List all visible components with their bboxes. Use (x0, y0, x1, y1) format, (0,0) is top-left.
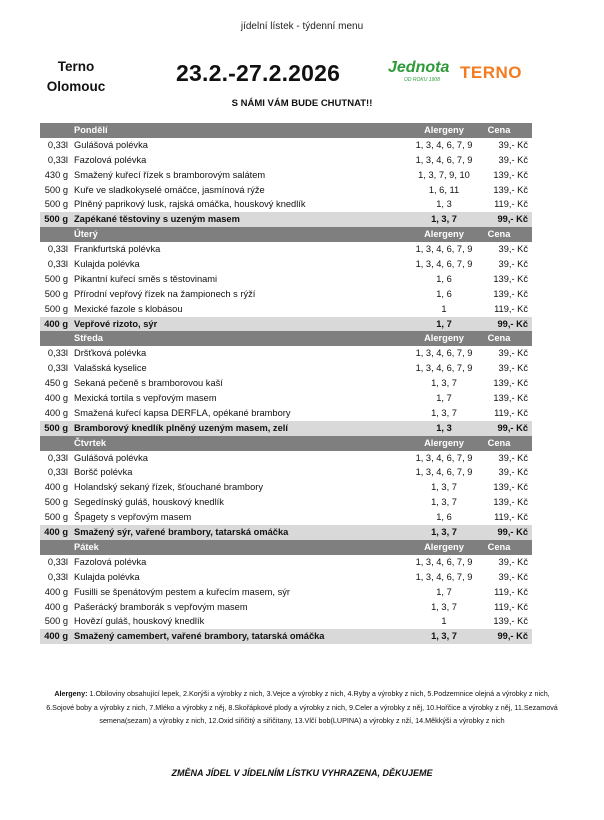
item-allergens: 1 (441, 616, 447, 627)
jednota-logo (388, 60, 452, 88)
item-name: Holandský sekaný řízek, šťouchané brambory (74, 482, 263, 493)
price-column-header: Cena (487, 437, 511, 448)
item-allergens: 1, 6 (436, 288, 452, 299)
item-price: 139,- Kč (493, 616, 528, 627)
item-allergens: 1, 7 (436, 393, 452, 404)
item-quantity: 0,33l (47, 259, 68, 270)
special-name: Zapékané těstoviny s uzeným masem (74, 214, 240, 225)
menu-item-row (40, 346, 532, 361)
special-name: Smažený sýr, vařené brambory, tatarská omáčka (74, 527, 289, 538)
menu-item-row (40, 510, 532, 525)
item-price: 39,- Kč (498, 259, 528, 270)
item-name: Fazolová polévka (74, 556, 147, 567)
jednota-logo-subtext: OD ROKU 1908 (404, 77, 440, 83)
special-quantity: 400 g (44, 318, 68, 329)
item-quantity: 0,33l (47, 154, 68, 165)
item-name: Špagety s vepřovým masem (74, 512, 192, 523)
daily-special-row (40, 629, 532, 644)
item-quantity: 0,33l (47, 244, 68, 255)
item-allergens: 1, 3, 4, 6, 7, 9 (415, 452, 473, 463)
price-column-header: Cena (487, 229, 511, 240)
menu-item-row (40, 585, 532, 600)
menu-item-row (40, 197, 532, 212)
day-name: Pondělí (74, 125, 108, 135)
item-allergens: 1, 3, 4, 6, 7, 9 (415, 363, 473, 374)
item-allergens: 1, 3, 4, 6, 7, 9 (415, 571, 473, 582)
slogan: S NÁMI VÁM BUDE CHUTNAT!! (231, 98, 373, 109)
location-line1: Terno (57, 59, 95, 74)
store-location (40, 57, 112, 97)
item-name: Plněný paprikový lusk, rajská omáčka, houskový knedlík (74, 199, 306, 210)
item-price: 139,- Kč (493, 169, 528, 180)
item-quantity: 0,33l (47, 452, 68, 463)
item-price: 139,- Kč (493, 482, 528, 493)
item-price: 39,- Kč (498, 139, 528, 150)
item-quantity: 430 g (44, 169, 68, 180)
day-header (40, 331, 532, 346)
item-allergens: 1, 3, 4, 6, 7, 9 (415, 259, 473, 270)
item-quantity: 500 g (44, 184, 68, 195)
item-name: Hovězí guláš, houskový knedlík (74, 616, 205, 627)
day-header (40, 540, 532, 555)
item-quantity: 0,33l (47, 348, 68, 359)
item-quantity: 500 g (44, 273, 68, 284)
item-name: Kulajda polévka (74, 571, 140, 582)
item-name: Pašerácký bramborák s vepřovým masem (74, 601, 248, 612)
menu-item-row (40, 287, 532, 302)
item-quantity: 500 g (44, 303, 68, 314)
item-quantity: 0,33l (47, 467, 68, 478)
terno-logo: TERNO (460, 63, 522, 82)
item-price: 119,- Kč (494, 586, 528, 597)
menu-item-row (40, 153, 532, 168)
item-price: 39,- Kč (498, 154, 528, 165)
item-allergens: 1, 3, 4, 6, 7, 9 (415, 244, 473, 255)
allergens-column-header: Alergeny (424, 125, 464, 135)
special-quantity: 500 g (44, 422, 68, 433)
price-column-header: Cena (487, 333, 511, 344)
item-name: Smažená kuřecí kapsa DERFLA, opékané brambory (74, 407, 291, 418)
menu-item-row (40, 257, 532, 272)
item-allergens: 1, 3, 4, 6, 7, 9 (415, 348, 473, 359)
menu-item-row (40, 242, 532, 257)
item-name: Dršťková polévka (74, 348, 147, 359)
item-price: 39,- Kč (498, 571, 528, 582)
item-name: Pikantní kuřecí směs s těstovinami (74, 273, 218, 284)
item-name: Mexická tortila s vepřovým masem (74, 393, 217, 404)
weekly-menu-table (40, 123, 532, 644)
item-quantity: 400 g (44, 482, 68, 493)
daily-special-row (40, 525, 532, 540)
menu-item-row (40, 376, 532, 391)
allergens-column-header: Alergeny (424, 541, 464, 552)
daily-special-row (40, 317, 532, 332)
item-name: Valašská kyselice (74, 363, 147, 374)
menu-item-row (40, 391, 532, 406)
item-name: Gulášová polévka (74, 452, 148, 463)
special-name: Vepřové rizoto, sýr (74, 318, 158, 329)
special-allergens: 1, 3 (436, 422, 452, 433)
menu-item-row (40, 138, 532, 153)
daily-special-row (40, 212, 532, 227)
item-quantity: 0,33l (47, 139, 68, 150)
item-price: 119,- Kč (494, 199, 528, 210)
item-price: 139,- Kč (493, 378, 528, 389)
item-price: 39,- Kč (498, 348, 528, 359)
location-line2: Olomouc (46, 79, 106, 94)
special-price: 99,- Kč (497, 527, 528, 538)
item-quantity: 500 g (44, 512, 68, 523)
item-allergens: 1, 3, 7 (431, 378, 457, 389)
item-name: Frankfurtská polévka (74, 244, 161, 255)
item-quantity: 400 g (44, 586, 68, 597)
allergen-legend-text: 1.Obiloviny obsahující lepek, 2.Korýši a výrobky z nich, 3.Vejce a výrobky z nich, 4.Ryby a výrobky z nich, 5.Podzemnice olejná a výrobky z nich, 6.Sojové boby a výrobky z nich, 7.Mléko a výrobky z něj, 8.Skořápkové plody a výrobky z nich, 9.Celer a výrobky z něj, 10.Hořčice a výrobky z něj, 11.Sezamová semena(sezam) a výrobky z nich, 12.Oxid siřičitý a siřičitany, 13.Vlčí bob(LUPINA) a výrobky z nží, 14.Měkkýši a výrobky z nich (46, 689, 558, 725)
item-name: Kulajda polévka (74, 259, 140, 270)
item-price: 119,- Kč (494, 407, 528, 418)
menu-item-row (40, 555, 532, 570)
item-quantity: 0,33l (47, 363, 68, 374)
item-name: Kuře ve sladkokyselé omáčce, jasmínová rýže (74, 184, 265, 195)
special-price: 99,- Kč (497, 214, 528, 225)
special-allergens: 1, 3, 7 (431, 214, 457, 225)
item-name: Segedínský guláš, houskový knedlík (74, 497, 224, 508)
special-price: 99,- Kč (497, 631, 528, 642)
item-allergens: 1, 3, 7 (431, 482, 457, 493)
item-allergens: 1, 3, 4, 6, 7, 9 (415, 139, 473, 150)
item-name: Smažený kuřecí řízek s bramborovým salátem (74, 169, 266, 180)
menu-item-row (40, 570, 532, 585)
jednota-logo-text: Jednota (388, 59, 450, 76)
item-name: Přírodní vepřový řízek na žampionech s rýží (74, 288, 256, 299)
menu-item-row (40, 600, 532, 615)
day-name: Čtvrtek (74, 437, 107, 448)
menu-item-row (40, 480, 532, 495)
item-quantity: 400 g (44, 601, 68, 612)
item-quantity: 500 g (44, 616, 68, 627)
allergen-legend-label: Alergeny: (54, 689, 88, 698)
item-allergens: 1, 3, 4, 6, 7, 9 (415, 556, 473, 567)
price-column-header: Cena (487, 125, 511, 135)
special-allergens: 1, 3, 7 (431, 631, 457, 642)
item-price: 119,- Kč (494, 512, 528, 523)
item-quantity: 500 g (44, 199, 68, 210)
item-name: Boršč polévka (74, 467, 133, 478)
item-quantity: 400 g (44, 407, 68, 418)
item-price: 139,- Kč (493, 497, 528, 508)
item-allergens: 1, 6, 11 (428, 184, 460, 195)
item-allergens: 1, 3, 7, 9, 10 (418, 169, 470, 180)
menu-item-row (40, 614, 532, 629)
day-header (40, 436, 532, 451)
menu-item-row (40, 495, 532, 510)
special-quantity: 400 g (44, 527, 68, 538)
day-name: Pátek (74, 541, 99, 552)
item-allergens: 1, 3, 4, 6, 7, 9 (415, 154, 473, 165)
price-column-header: Cena (487, 541, 511, 552)
menu-item-row (40, 451, 532, 466)
allergens-column-header: Alergeny (424, 437, 464, 448)
item-price: 139,- Kč (493, 273, 528, 284)
special-allergens: 1, 7 (436, 318, 452, 329)
special-price: 99,- Kč (497, 318, 528, 329)
day-name: Středa (74, 333, 103, 344)
item-allergens: 1, 6 (436, 512, 452, 523)
special-name: Smažený camembert, vařené brambory, tatarská omáčka (74, 631, 325, 642)
day-header (40, 227, 532, 242)
item-quantity: 0,33l (47, 571, 68, 582)
menu-item-row (40, 168, 532, 183)
item-price: 139,- Kč (493, 393, 528, 404)
item-allergens: 1, 3, 7 (431, 601, 457, 612)
item-allergens: 1, 3, 7 (431, 407, 457, 418)
item-name: Sekaná pečeně s bramborovou kaší (74, 378, 223, 389)
item-allergens: 1, 3, 7 (431, 497, 457, 508)
item-quantity: 0,33l (47, 556, 68, 567)
menu-caption: jídelní lístek - týdenní menu (240, 21, 364, 32)
special-quantity: 500 g (44, 214, 68, 225)
allergens-column-header: Alergeny (424, 333, 464, 344)
item-allergens: 1 (441, 303, 447, 314)
item-price: 39,- Kč (498, 467, 528, 478)
item-allergens: 1, 7 (436, 586, 452, 597)
menu-item-row (40, 406, 532, 421)
item-price: 39,- Kč (498, 363, 528, 374)
item-price: 39,- Kč (498, 244, 528, 255)
item-price: 39,- Kč (498, 452, 528, 463)
special-allergens: 1, 3, 7 (431, 527, 457, 538)
footer-note: ZMĚNA JÍDEL V JÍDELNÍM LÍSTKU VYHRAZENA, DĚKUJEME (171, 768, 433, 778)
item-quantity: 400 g (44, 393, 68, 404)
day-name: Úterý (74, 229, 98, 240)
item-allergens: 1, 3 (436, 199, 452, 210)
day-header (40, 123, 532, 138)
menu-item-row (40, 361, 532, 376)
special-name: Bramborový knedlík plněný uzeným masem, zelí (74, 422, 288, 433)
allergens-column-header: Alergeny (424, 229, 464, 240)
item-price: 139,- Kč (493, 288, 528, 299)
item-quantity: 500 g (44, 288, 68, 299)
item-name: Gulášová polévka (74, 139, 148, 150)
item-allergens: 1, 6 (436, 273, 452, 284)
item-name: Mexické fazole s klobásou (74, 303, 183, 314)
special-quantity: 400 g (44, 631, 68, 642)
item-price: 39,- Kč (498, 556, 528, 567)
daily-special-row (40, 421, 532, 436)
item-allergens: 1, 3, 4, 6, 7, 9 (415, 467, 473, 478)
allergen-legend (40, 687, 564, 728)
item-price: 119,- Kč (494, 601, 528, 612)
item-quantity: 500 g (44, 497, 68, 508)
special-price: 99,- Kč (497, 422, 528, 433)
menu-item-row (40, 183, 532, 198)
menu-item-row (40, 465, 532, 480)
menu-item-row (40, 302, 532, 317)
item-name: Fazolová polévka (74, 154, 147, 165)
item-quantity: 450 g (44, 378, 68, 389)
date-range: 23.2.-27.2.2026 (176, 60, 341, 86)
item-price: 119,- Kč (494, 303, 528, 314)
item-name: Fusilli se špenátovým pestem a kuřecím masem, sýr (74, 586, 290, 597)
menu-item-row (40, 272, 532, 287)
item-price: 139,- Kč (493, 184, 528, 195)
